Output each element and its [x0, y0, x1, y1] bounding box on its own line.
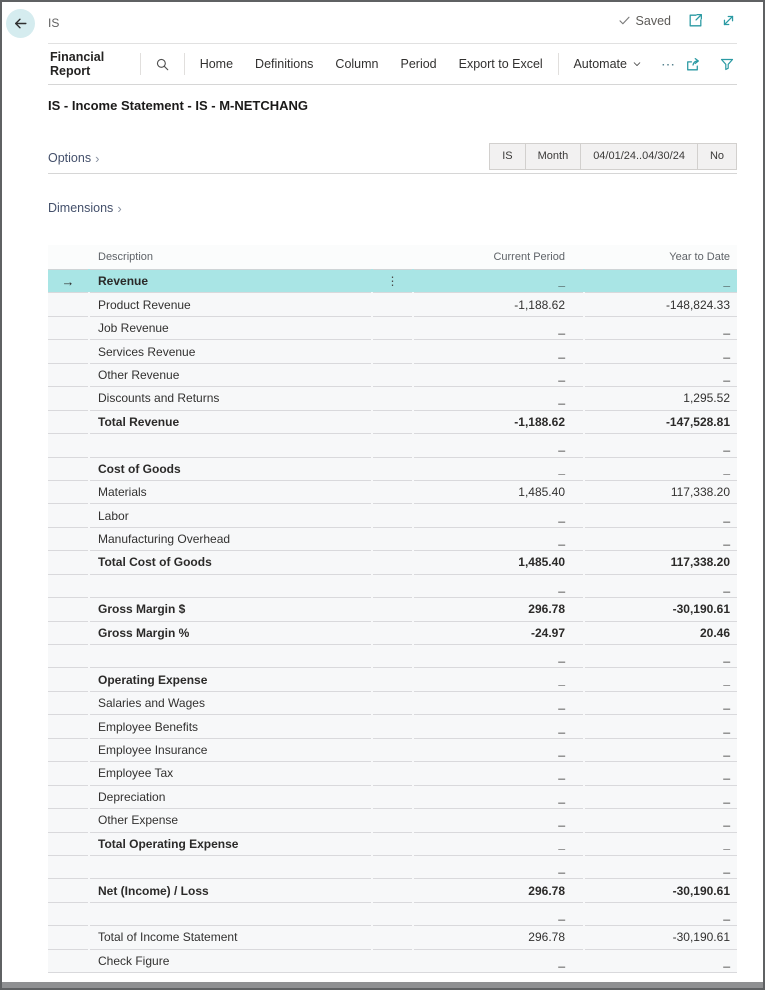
- options-expander[interactable]: [48, 151, 99, 166]
- cell-year-to-date[interactable]: _: [585, 949, 737, 972]
- save-status-label: Saved: [635, 13, 671, 28]
- cell-description[interactable]: Revenue: [90, 269, 371, 292]
- cell-current-period[interactable]: _: [414, 339, 583, 362]
- row-options-cell: [373, 433, 412, 456]
- row-gutter: [48, 878, 88, 901]
- cell-year-to-date[interactable]: _: [585, 785, 737, 808]
- row-options-cell: [373, 574, 412, 597]
- cell-current-period[interactable]: -1,188.62: [414, 292, 583, 315]
- grid-header-row: [48, 245, 737, 269]
- row-options-cell: [373, 527, 412, 550]
- cell-year-to-date[interactable]: _: [585, 316, 737, 339]
- row-gutter: [48, 785, 88, 808]
- grid-body: [48, 269, 737, 972]
- table-row[interactable]: [48, 785, 737, 808]
- grid-bottom-border: [48, 972, 737, 973]
- cell-current-period[interactable]: 1,485.40: [414, 550, 583, 573]
- cell-current-period[interactable]: _: [414, 269, 583, 292]
- share-icon: [684, 56, 701, 73]
- table-row[interactable]: [48, 292, 737, 315]
- options-label: Options: [48, 151, 92, 165]
- search-icon: [155, 57, 170, 72]
- page-title: IS - Income Statement - IS - M-NETCHANG: [48, 98, 309, 113]
- more-actions-button[interactable]: ⋯: [653, 54, 684, 75]
- row-options-cell: [373, 738, 412, 761]
- table-row[interactable]: [48, 925, 737, 948]
- table-row[interactable]: [48, 621, 737, 644]
- search-button[interactable]: [145, 53, 180, 76]
- table-row[interactable]: [48, 339, 737, 362]
- checkmark-icon: [618, 14, 631, 27]
- dimensions-section: [48, 199, 122, 217]
- cell-description[interactable]: Gross Margin %: [90, 621, 371, 644]
- cell-description[interactable]: Total Cost of Goods: [90, 550, 371, 573]
- table-row[interactable]: [48, 855, 737, 878]
- table-row[interactable]: [48, 550, 737, 573]
- cell-description[interactable]: Employee Benefits: [90, 714, 371, 737]
- dimensions-expander[interactable]: [48, 201, 122, 216]
- table-row[interactable]: [48, 457, 737, 480]
- row-options-cell: [373, 292, 412, 315]
- cell-current-period[interactable]: 1,485.40: [414, 480, 583, 503]
- table-row[interactable]: [48, 386, 737, 409]
- cell-description[interactable]: Employee Tax: [90, 761, 371, 784]
- cell-current-period[interactable]: _: [414, 667, 583, 690]
- table-row[interactable]: [48, 738, 737, 761]
- row-gutter: [48, 855, 88, 878]
- filter-icon: [719, 56, 735, 72]
- cell-description[interactable]: Salaries and Wages: [90, 691, 371, 714]
- cell-current-period[interactable]: 296.78: [414, 597, 583, 620]
- cell-description[interactable]: Check Figure: [90, 949, 371, 972]
- cell-current-period[interactable]: _: [414, 457, 583, 480]
- expand-diagonal-icon: [720, 12, 737, 29]
- cell-year-to-date[interactable]: _: [585, 738, 737, 761]
- cell-year-to-date[interactable]: _: [585, 832, 737, 855]
- row-options-cell: [373, 808, 412, 831]
- table-row[interactable]: [48, 503, 737, 526]
- cell-year-to-date[interactable]: -147,528.81: [585, 410, 737, 433]
- table-row[interactable]: [48, 714, 737, 737]
- row-gutter: [48, 832, 88, 855]
- cell-current-period[interactable]: _: [414, 761, 583, 784]
- row-gutter: [48, 691, 88, 714]
- cell-description[interactable]: Total of Income Statement: [90, 925, 371, 948]
- ribbon-item-period[interactable]: Period: [390, 51, 448, 77]
- cell-description[interactable]: Other Expense: [90, 808, 371, 831]
- cell-current-period[interactable]: _: [414, 644, 583, 667]
- table-row[interactable]: [48, 269, 737, 292]
- row-gutter: [48, 457, 88, 480]
- row-gutter: [48, 410, 88, 433]
- chevron-right-icon: ›: [95, 150, 100, 166]
- row-gutter: [48, 316, 88, 339]
- cell-current-period[interactable]: _: [414, 503, 583, 526]
- cell-description[interactable]: [90, 902, 371, 925]
- row-gutter: [48, 527, 88, 550]
- page-caption: IS: [48, 16, 60, 30]
- cell-description[interactable]: Product Revenue: [90, 292, 371, 315]
- ribbon-separator: [558, 53, 559, 75]
- row-options-cell: [373, 363, 412, 386]
- cell-description[interactable]: Gross Margin $: [90, 597, 371, 620]
- cell-year-to-date[interactable]: -30,190.61: [585, 925, 737, 948]
- table-row[interactable]: [48, 574, 737, 597]
- row-options-cell: [373, 878, 412, 901]
- row-options-cell: [373, 269, 412, 292]
- row-options-cell: [373, 550, 412, 573]
- ribbon-separator: [140, 53, 141, 75]
- cell-current-period[interactable]: -1,188.62: [414, 410, 583, 433]
- row-options-cell: [373, 855, 412, 878]
- cell-year-to-date[interactable]: _: [585, 457, 737, 480]
- cell-description[interactable]: Discounts and Returns: [90, 386, 371, 409]
- row-gutter: [48, 574, 88, 597]
- cell-current-period[interactable]: _: [414, 855, 583, 878]
- automate-label: Automate: [573, 57, 627, 71]
- cell-current-period[interactable]: _: [414, 832, 583, 855]
- cell-current-period[interactable]: _: [414, 386, 583, 409]
- cell-year-to-date[interactable]: _: [585, 691, 737, 714]
- dimensions-label: Dimensions: [48, 201, 114, 215]
- table-row[interactable]: [48, 527, 737, 550]
- row-gutter: [48, 667, 88, 690]
- row-options-cell: [373, 902, 412, 925]
- table-row[interactable]: [48, 410, 737, 433]
- option-chip-no[interactable]: No: [698, 143, 737, 170]
- cell-year-to-date[interactable]: _: [585, 574, 737, 597]
- row-gutter: [48, 738, 88, 761]
- table-row[interactable]: [48, 902, 737, 925]
- ribbon-item-column[interactable]: Column: [324, 51, 389, 77]
- cell-description[interactable]: Net (Income) / Loss: [90, 878, 371, 901]
- cell-year-to-date[interactable]: 117,338.20: [585, 550, 737, 573]
- back-arrow-icon: [12, 15, 29, 32]
- table-row[interactable]: [48, 949, 737, 972]
- cell-description[interactable]: [90, 644, 371, 667]
- automate-menu-button[interactable]: [562, 51, 653, 77]
- cell-current-period[interactable]: _: [414, 363, 583, 386]
- table-row[interactable]: [48, 832, 737, 855]
- row-options-cell: [373, 480, 412, 503]
- ribbon-item-definitions[interactable]: Definitions: [244, 51, 324, 77]
- row-options-cell: [373, 714, 412, 737]
- row-gutter: [48, 339, 88, 362]
- filter-button[interactable]: [719, 56, 735, 72]
- table-row[interactable]: [48, 316, 737, 339]
- cell-description[interactable]: [90, 855, 371, 878]
- cell-current-period[interactable]: 296.78: [414, 878, 583, 901]
- chevron-right-icon: ›: [117, 200, 122, 216]
- table-row[interactable]: [48, 691, 737, 714]
- cell-year-to-date[interactable]: -30,190.61: [585, 878, 737, 901]
- option-chip-04-01-24-04-30-24[interactable]: 04/01/24..04/30/24: [581, 143, 698, 170]
- cell-description[interactable]: Labor: [90, 503, 371, 526]
- row-gutter: [48, 480, 88, 503]
- cell-current-period[interactable]: _: [414, 316, 583, 339]
- cell-year-to-date[interactable]: _: [585, 644, 737, 667]
- cell-description[interactable]: Operating Expense: [90, 667, 371, 690]
- row-options-cell: [373, 925, 412, 948]
- row-gutter: [48, 597, 88, 620]
- table-row[interactable]: [48, 597, 737, 620]
- financial-report-grid: [48, 245, 737, 973]
- row-options-cell: [373, 457, 412, 480]
- cell-year-to-date[interactable]: 1,295.52: [585, 386, 737, 409]
- cell-description[interactable]: Employee Insurance: [90, 738, 371, 761]
- row-gutter: [48, 363, 88, 386]
- row-more-options-icon[interactable]: ⋮: [386, 274, 399, 289]
- cell-current-period[interactable]: _: [414, 902, 583, 925]
- back-button[interactable]: [6, 9, 35, 38]
- cell-description[interactable]: Total Operating Expense: [90, 832, 371, 855]
- share-button[interactable]: [684, 56, 701, 73]
- row-gutter: [48, 949, 88, 972]
- cell-description[interactable]: [90, 574, 371, 597]
- table-row[interactable]: [48, 433, 737, 456]
- row-options-cell: [373, 503, 412, 526]
- cell-description[interactable]: Total Revenue: [90, 410, 371, 433]
- row-options-cell: [373, 316, 412, 339]
- cell-description[interactable]: Depreciation: [90, 785, 371, 808]
- cell-year-to-date[interactable]: _: [585, 269, 737, 292]
- selected-row-arrow-icon: →: [61, 273, 75, 289]
- cell-year-to-date[interactable]: _: [585, 808, 737, 831]
- row-gutter: [48, 621, 88, 644]
- cell-current-period[interactable]: _: [414, 738, 583, 761]
- cell-description[interactable]: Services Revenue: [90, 339, 371, 362]
- cell-year-to-date[interactable]: _: [585, 667, 737, 690]
- cell-year-to-date[interactable]: _: [585, 339, 737, 362]
- table-row[interactable]: [48, 480, 737, 503]
- chevron-down-icon: [632, 59, 642, 69]
- row-options-cell: [373, 785, 412, 808]
- cell-current-period[interactable]: 296.78: [414, 925, 583, 948]
- cell-description[interactable]: Materials: [90, 480, 371, 503]
- cell-description[interactable]: Other Revenue: [90, 363, 371, 386]
- table-row[interactable]: [48, 878, 737, 901]
- row-gutter: [48, 433, 88, 456]
- row-gutter: [48, 644, 88, 667]
- row-options-cell: [373, 832, 412, 855]
- option-chip-is[interactable]: IS: [489, 143, 525, 170]
- cell-year-to-date[interactable]: _: [585, 855, 737, 878]
- table-row[interactable]: [48, 761, 737, 784]
- row-gutter: [48, 503, 88, 526]
- cell-description[interactable]: Cost of Goods: [90, 457, 371, 480]
- column-header-year-to-date[interactable]: Year to Date: [585, 245, 737, 269]
- ribbon-root-menu[interactable]: Financial Report: [50, 50, 105, 78]
- row-options-cell: [373, 621, 412, 644]
- option-chip-month[interactable]: Month: [526, 143, 582, 170]
- table-row[interactable]: [48, 644, 737, 667]
- options-section: [48, 143, 737, 174]
- cell-year-to-date[interactable]: _: [585, 503, 737, 526]
- save-status: [618, 14, 671, 28]
- ribbon-separator: [184, 53, 185, 75]
- cell-year-to-date[interactable]: _: [585, 714, 737, 737]
- row-gutter: [48, 761, 88, 784]
- row-options-cell: [373, 667, 412, 690]
- header-gutter: [48, 245, 88, 269]
- row-gutter: [48, 269, 88, 292]
- cell-year-to-date[interactable]: _: [585, 433, 737, 456]
- row-gutter: [48, 386, 88, 409]
- row-gutter: [48, 925, 88, 948]
- cell-current-period[interactable]: _: [414, 433, 583, 456]
- open-in-new-window-button[interactable]: [687, 12, 704, 29]
- header-spacer: [373, 245, 412, 269]
- row-gutter: [48, 902, 88, 925]
- cell-current-period[interactable]: -24.97: [414, 621, 583, 644]
- row-gutter: [48, 550, 88, 573]
- cell-year-to-date[interactable]: -30,190.61: [585, 597, 737, 620]
- cell-year-to-date[interactable]: _: [585, 902, 737, 925]
- cell-year-to-date[interactable]: _: [585, 363, 737, 386]
- table-row[interactable]: [48, 808, 737, 831]
- row-options-cell: [373, 949, 412, 972]
- row-options-cell: [373, 691, 412, 714]
- cell-current-period[interactable]: _: [414, 691, 583, 714]
- cell-current-period[interactable]: _: [414, 714, 583, 737]
- cell-current-period[interactable]: _: [414, 808, 583, 831]
- window-titlebar: [2, 2, 763, 43]
- cell-current-period[interactable]: _: [414, 527, 583, 550]
- cell-year-to-date[interactable]: -148,824.33: [585, 292, 737, 315]
- row-options-cell: [373, 644, 412, 667]
- table-row[interactable]: [48, 667, 737, 690]
- cell-description[interactable]: Job Revenue: [90, 316, 371, 339]
- cell-year-to-date[interactable]: 20.46: [585, 621, 737, 644]
- column-header-description[interactable]: Description: [90, 245, 371, 269]
- row-options-cell: [373, 339, 412, 362]
- row-gutter: [48, 292, 88, 315]
- action-ribbon: [48, 44, 737, 85]
- row-gutter: [48, 714, 88, 737]
- expand-button[interactable]: [720, 12, 737, 29]
- column-header-current-period[interactable]: Current Period: [414, 245, 583, 269]
- cell-description[interactable]: [90, 433, 371, 456]
- open-in-new-window-icon: [687, 12, 704, 29]
- row-options-cell: [373, 410, 412, 433]
- ribbon-item-export-to-excel[interactable]: Export to Excel: [448, 51, 554, 77]
- row-options-cell: [373, 386, 412, 409]
- cell-current-period[interactable]: _: [414, 785, 583, 808]
- cell-description[interactable]: Manufacturing Overhead: [90, 527, 371, 550]
- table-row[interactable]: [48, 363, 737, 386]
- cell-year-to-date[interactable]: _: [585, 527, 737, 550]
- cell-year-to-date[interactable]: _: [585, 761, 737, 784]
- row-gutter: [48, 808, 88, 831]
- cell-current-period[interactable]: _: [414, 574, 583, 597]
- row-options-cell: [373, 761, 412, 784]
- window-bottom-edge: [2, 982, 763, 988]
- row-options-cell: [373, 597, 412, 620]
- cell-year-to-date[interactable]: 117,338.20: [585, 480, 737, 503]
- cell-current-period[interactable]: _: [414, 949, 583, 972]
- ribbon-item-home[interactable]: Home: [189, 51, 244, 77]
